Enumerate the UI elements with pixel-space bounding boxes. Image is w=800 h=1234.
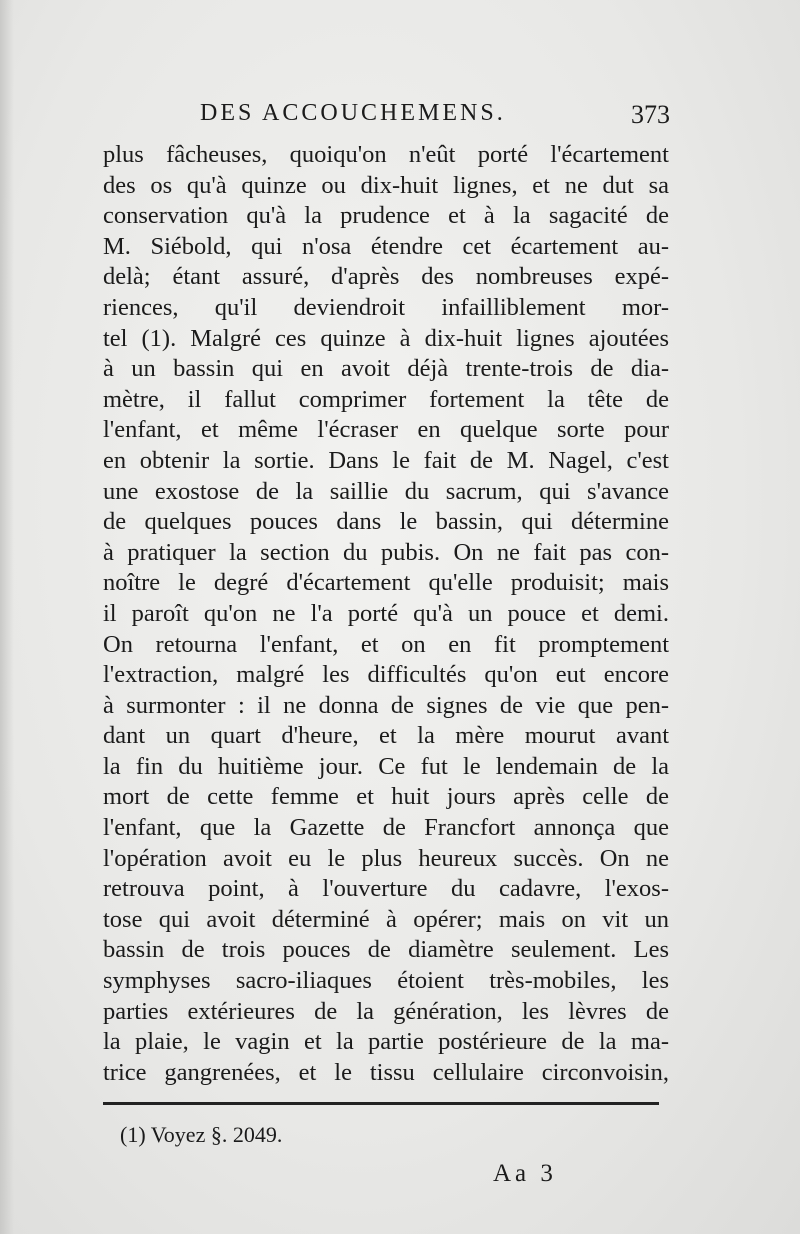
text-line: conservation qu'à la prudence et à la sagacité de [103, 202, 669, 230]
text-line: l'enfant, que la Gazette de Francfort annonça que [103, 814, 669, 842]
text-line: une exostose de la saillie du sacrum, qui s'avance [103, 477, 669, 505]
text-line: la fin du huitième jour. Ce fut le lendemain de la [103, 752, 669, 780]
text-line: M. Siébold, qui n'osa étendre cet écartement au- [103, 232, 669, 260]
page-edge-shadow [0, 0, 14, 1234]
text-line: de quelques pouces dans le bassin, qui détermine [103, 508, 669, 536]
text-line: noître le degré d'écartement qu'elle produisit; mais [103, 569, 669, 597]
text-line: en obtenir la sortie. Dans le fait de M. Nagel, c'est [103, 446, 669, 474]
body-text [103, 140, 669, 1088]
text-line: symphyses sacro-iliaques étoient très-mobiles, les [103, 967, 669, 995]
text-line: mort de cette femme et huit jours après celle de [103, 783, 669, 811]
text-line: plus fâcheuses, quoiqu'on n'eût porté l'écartement [103, 141, 669, 168]
text-line: On retourna l'enfant, et on en fit promptement [103, 630, 669, 658]
running-head [100, 100, 670, 130]
footnote: (1) Voyez §. 2049. [120, 1122, 283, 1147]
text-line: l'extraction, malgré les difficultés qu'on eut encore [103, 661, 669, 689]
text-line: retrouva point, à l'ouverture du cadavre, l'exos- [103, 875, 669, 903]
text-line: des os qu'à quinze ou dix-huit lignes, et ne dut sa [103, 171, 669, 199]
text-line: il paroît qu'on ne l'a porté qu'à un pouce et demi. [103, 599, 669, 627]
signature-mark: Aa 3 [493, 1160, 557, 1187]
text-line: à surmonter : il ne donna de signes de vie que pen- [103, 691, 669, 719]
text-line: bassin de trois pouces de diamètre seulement. Les [103, 936, 669, 964]
page-number: 373 [631, 100, 670, 129]
text-line: tose qui avoit déterminé à opérer; mais on vit un [103, 905, 669, 933]
text-line: riences, qu'il deviendroit infailliblement mor- [103, 293, 669, 321]
text-line: à pratiquer la section du pubis. On ne fait pas con- [103, 538, 669, 566]
text-line: tel (1). Malgré ces quinze à dix-huit lignes ajoutées [103, 324, 669, 352]
text-line: l'opération avoit eu le plus heureux succès. On ne [103, 844, 669, 872]
text-line: à un bassin qui en avoit déjà trente-trois de dia- [103, 355, 669, 383]
text-line: delà; étant assuré, d'après des nombreuses expé- [103, 263, 669, 291]
text-line: mètre, il fallut comprimer fortement la tête de [103, 385, 669, 413]
text-line: trice gangrenées, et le tissu cellulaire circonvoisin, [103, 1058, 669, 1086]
footnote-divider [103, 1102, 659, 1105]
text-line: la plaie, le vagin et la partie postérieure de la ma- [103, 1028, 669, 1056]
text-line: parties extérieures de la génération, les lèvres de [103, 997, 669, 1025]
running-title: DES ACCOUCHEMENS. [200, 100, 506, 126]
text-line: dant un quart d'heure, et la mère mourut avant [103, 722, 669, 750]
text-line: l'enfant, et même l'écraser en quelque sorte pour [103, 416, 669, 444]
